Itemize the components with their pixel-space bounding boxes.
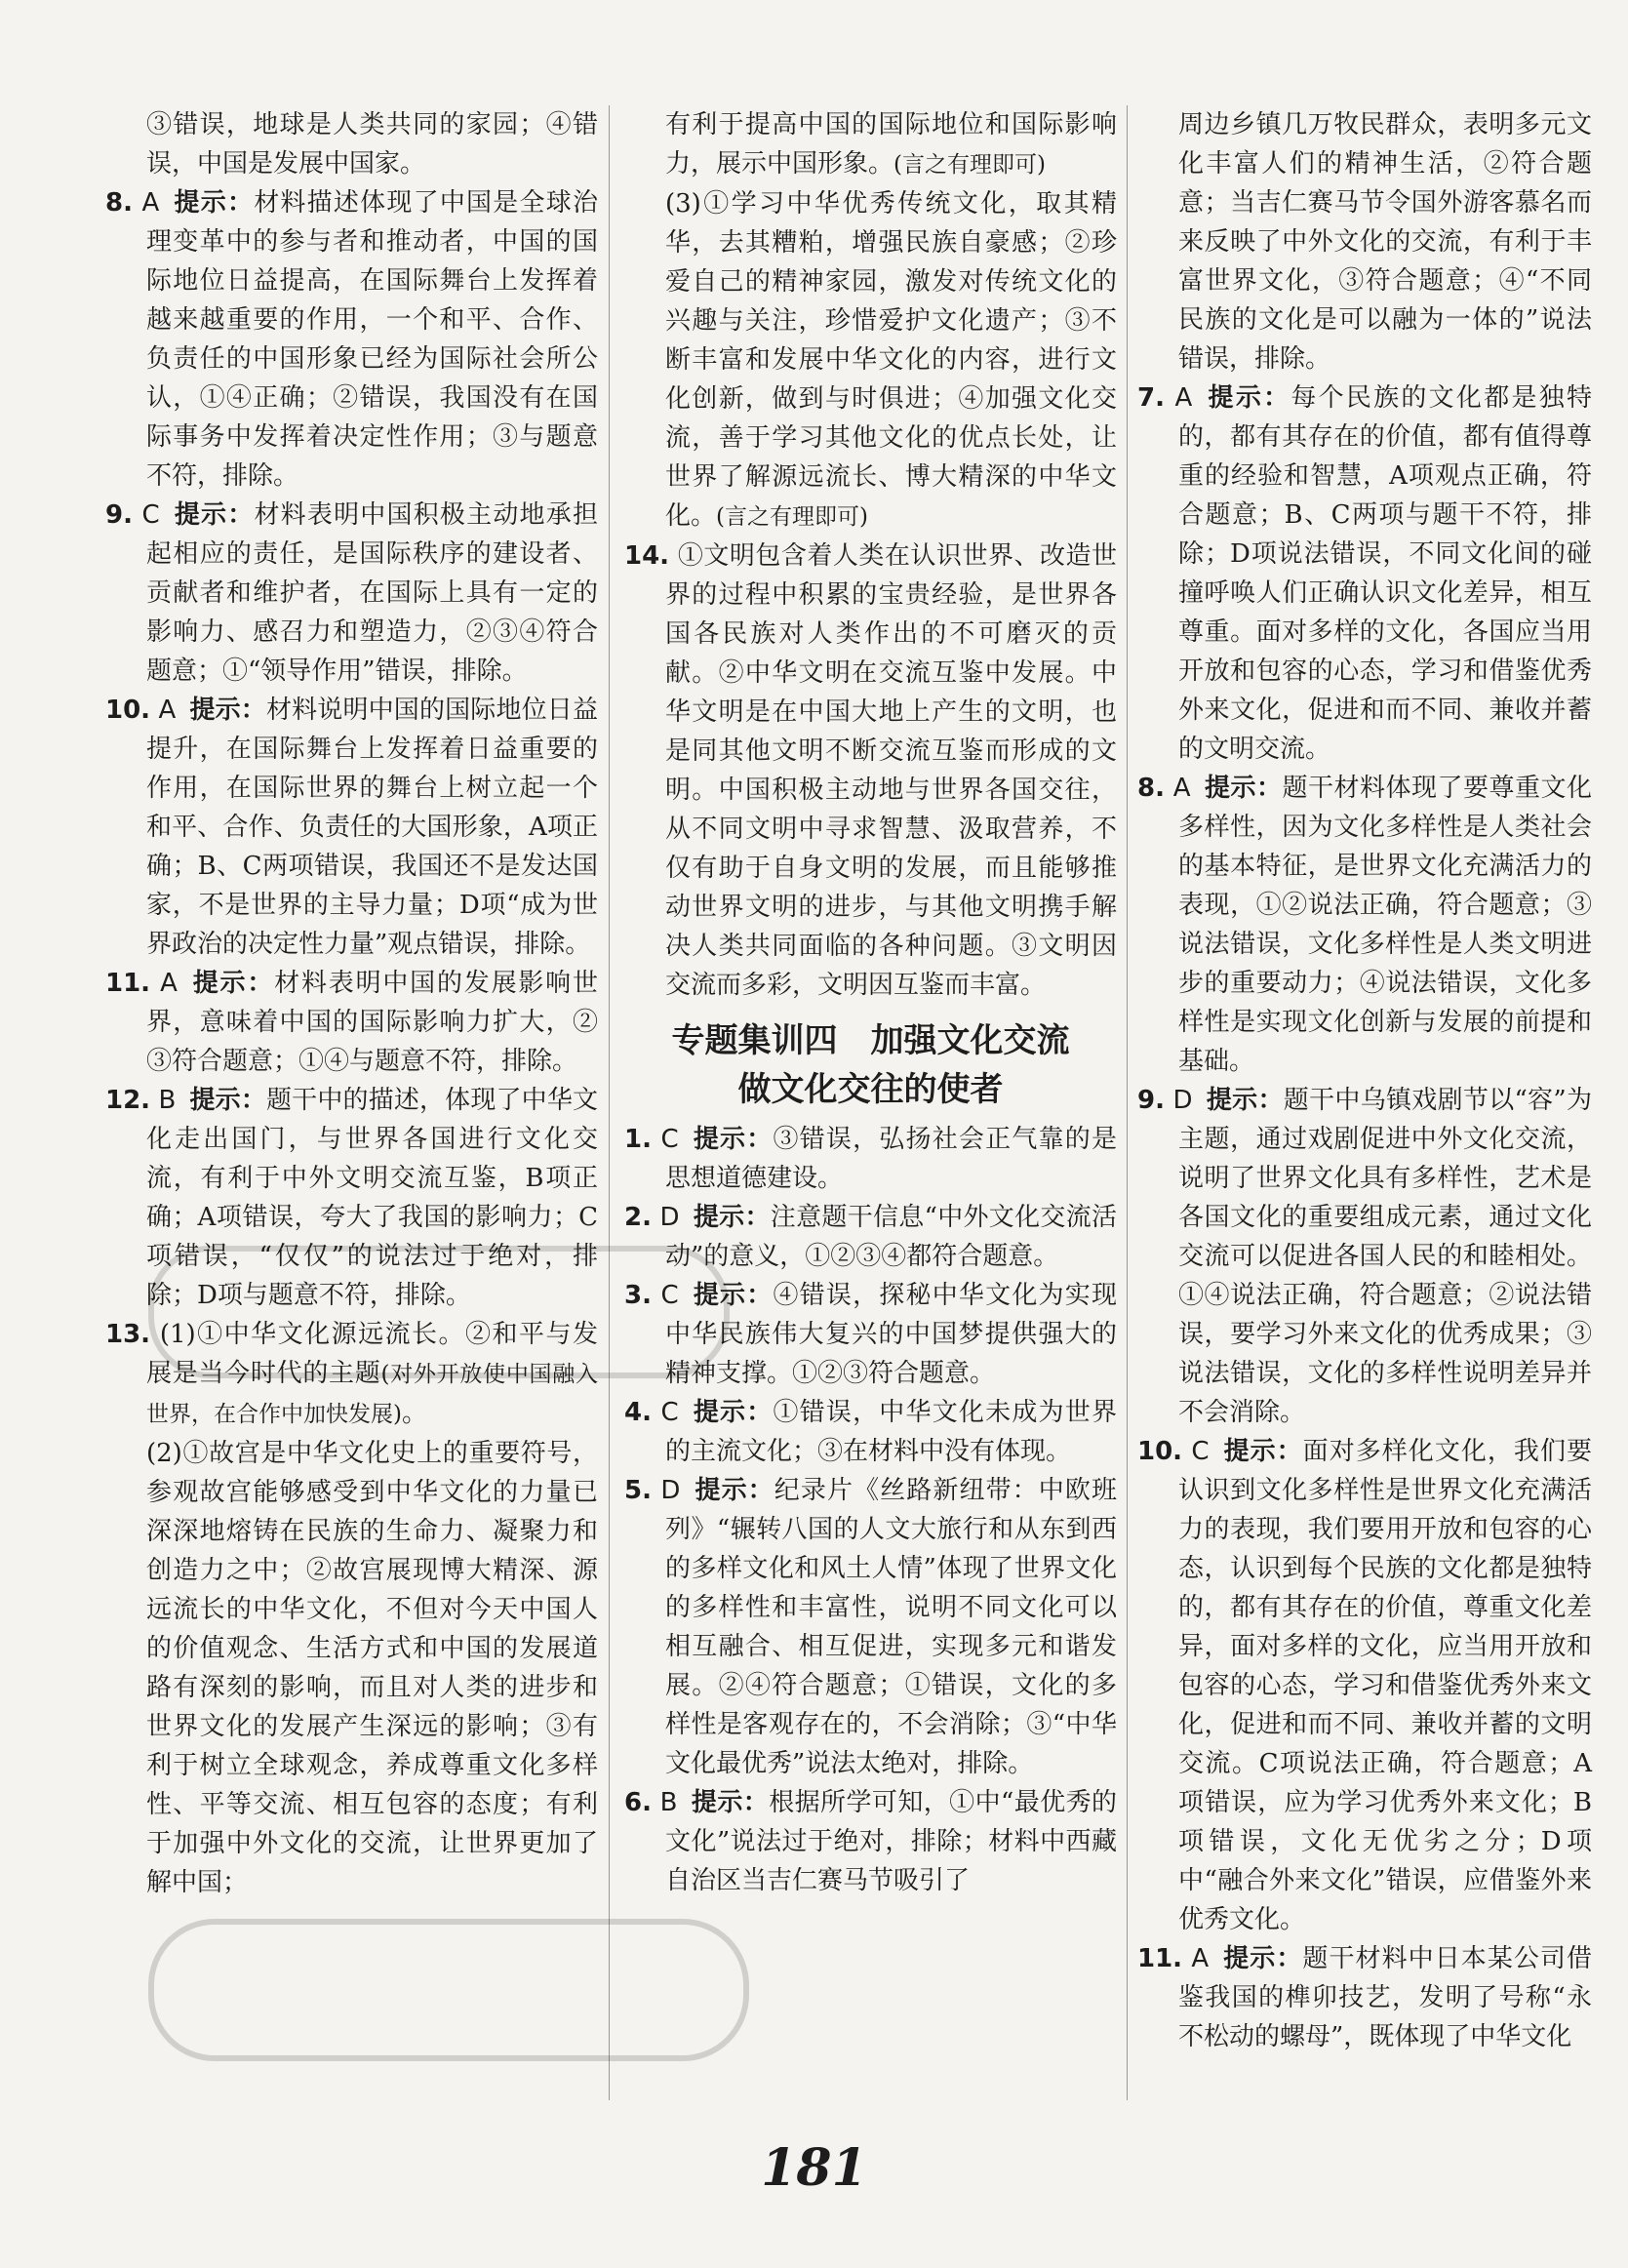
answer-item-s4-8: 8. A 提示：题干材料体现了要尊重文化多样性，因为文化多样性是人类社会的基本特征，是世界文化充满活力的表现，①②说法正确，符合题意；③说法错误，文化多样性是人类文明进步的重要动力；④说法错误，文化多样性是实现文化创新与发展的前提和基础。 (1137, 774, 1592, 1076)
continued-text: ③错误，地球是人类共同的家园；④错误，中国是发展中国家。 (146, 110, 598, 179)
column-separator (1127, 105, 1128, 2100)
answer-item-s4-2: 2. D 提示：注意题干信息“中外文化交流活动”的意义，①②③④都符合题意。 (624, 1203, 1118, 1271)
continued-text: 周边乡镇几万牧民群众，表明多元文化丰富人们的精神生活，②符合题意；当吉仁赛马节令国外游客慕名而来反映了中外文化的交流，有利于丰富世界文化，③符合题意；④“不同民族的文化是可以融为一体的”说法错误，排除。 (1178, 110, 1592, 374)
answer-item-s4-11: 11. A 提示：题干材料中日本某公司借鉴我国的榫卯技艺，发明了号称“永不松动的螺母”，既体现了中华文化 (1137, 1944, 1592, 2051)
page-number: 181 (761, 2138, 867, 2198)
answer-item-12: 12. B 提示：题干中的描述，体现了中华文化走出国门，与世界各国进行文化交流，有利于中外文明交流互鉴，B项正确；A项错误，夸大了我国的影响力；C项错误，“仅仅”的说法过于绝对，排除；D项与题意不符，排除。 (105, 1086, 598, 1310)
column-separator (609, 105, 610, 2100)
column-2 (624, 105, 1117, 1900)
answer-item-s4-6: 6. B 提示：根据所学可知，①中“最优秀的文化”说法过于绝对，排除；材料中西藏自治区当吉仁赛马节吸引了 (624, 1788, 1117, 1895)
answer-item-s4-5: 5. D 提示：纪录片《丝路新纽带：中欧班列》“辗转八国的人文大旅行和从东到西的多样文化和风土人情”体现了世界文化的多样性和丰富性，说明不同文化可以相互融合、相互促进，实现多元和谐发展。②④符合题意；①错误，文化的多样性是客观存在的，不会消除；③“中华文化最优秀”说法太绝对，排除。 (624, 1476, 1117, 1778)
answer-item-s4-3: 3. C 提示：④错误，探秘中华文化为实现中华民族伟大复兴的中国梦提供强大的精神支撑。①②③符合题意。 (624, 1281, 1117, 1388)
section-title: 专题集训四 加强文化交流 做文化交往的使者 (671, 1021, 1070, 1109)
answer-item-14: 14. ①文明包含着人类在认识世界、改造世界的过程中积累的宝贵经验，是世界各国各民族对人类作出的不可磨灭的贡献。②中华文明在交流互鉴中发展。中华文明是在中国大地上产生的文明，也是同其他文明不断交流互鉴而形成的文明。中国积极主动地与世界各国交往，从不同文明中寻求智慧、汲取营养，不仅有助于自身文明的发展，而且能够推动世界文明的进步，与其他文明携手解决人类共同面临的各种问题。③文明因交流而多彩，文明因互鉴而丰富。 (624, 541, 1117, 1000)
answer-item-s4-10: 10. C 提示：面对多样化文化，我们要认识到文化多样性是世界文化充满活力的表现，我们要用开放和包容的心态，认识到每个民族的文化都是独特的，都有其存在的价值，尊重文化差异，面对多样的文化，应当用开放和包容的心态，学习和借鉴优秀外来文化，促进和而不同、兼收并蓄的文明交流。C项说法正确，符合题意；A项错误，应为学习优秀外来文化；B项错误，文化无优劣之分；D项中“融合外来文化”错误，应借鉴外来优秀文化。 (1137, 1437, 1592, 1934)
answer-item-11: 11. A 提示：材料表明中国的发展影响世界，意味着中国的国际影响力扩大，②③符合题意；①④与题意不符，排除。 (105, 969, 598, 1076)
column-1 (105, 105, 598, 1902)
answer-item-9: 9. C 提示：材料表明中国积极主动地承担起相应的责任，是国际秩序的建设者、贡献者和维护者，在国际上具有一定的影响力、感召力和塑造力，②③④符合题意；①“领导作用”错误，排除。 (105, 500, 598, 686)
answer-item-s4-9: 9. D 提示：题干中乌镇戏剧节以“容”为主题，通过戏剧促进中外文化交流，说明了世界文化具有多样性，艺术是各国文化的重要组成元素，通过文化交流可以促进各国人民的和睦相处。①④说法正确，符合题意；②说法错误，要学习外来文化的优秀成果；③说法错误，文化的多样性说明差异并不会消除。 (1137, 1086, 1592, 1427)
answer-item-s4-7: 7. A 提示：每个民族的文化都是独特的，都有其存在的价值，都有值得尊重的经验和智慧，A项观点正确，符合题意；B、C两项与题干不符，排除；D项说法错误，不同文化间的碰撞呼唤人们正确认识文化差异，相互尊重。面对多样的文化，各国应当用开放和包容的心态，学习和借鉴优秀外来文化，促进和而不同、兼收并蓄的文明交流。 (1137, 383, 1592, 764)
answer-item-13-part1: 13. (1)①中华文化源远流长。②和平与发展是当今时代的主题(对外开放使中国融入世界，在合作中加快发展)。 (105, 1320, 598, 1428)
answer-item-13-part2: (2)①故宫是中华文化史上的重要符号，参观故宫能够感受到中华文化的力量已深深地熔铸在民族的生命力、凝聚力和创造力之中；②故宫展现博大精深、源远流长的中华文化，不但对今天中国人的价值观念、生活方式和中国的发展道路有深刻的影响，而且对人类的进步和世界文化的发展产生深远的影响；③有利于树立全球观念，养成尊重文化多样性、平等交流、相互包容的态度；有利于加强中外文化的交流，让世界更加了解中国； (146, 1439, 598, 1897)
answer-item-13-part2-end: 有利于提高中国的国际地位和国际影响力，展示中国形象。(言之有理即可) (665, 110, 1117, 179)
answer-item-8: 8. A 提示：材料描述体现了中国是全球治理变革中的参与者和推动者，中国的国际地位日益提高，在国际舞台上发挥着越来越重要的作用，一个和平、合作、负责任的中国形象已经为国际社会所公认，①④正确；②错误，我国没有在国际事务中发挥着决定性作用；③与题意不符，排除。 (105, 188, 598, 491)
answer-item-13-part3: (3)①学习中华优秀传统文化，取其精华，去其糟粕，增强民族自豪感；②珍爱自己的精神家园，激发对传统文化的兴趣与关注，珍惜爱护文化遗产；③不断丰富和发展中华文化的内容，进行文化创新，做到与时俱进；④加强文化交流，善于学习其他文化的优点长处，让世界了解源远流长、博大精深的中华文化。(言之有理即可) (665, 189, 1117, 531)
answer-item-10: 10. A 提示：材料说明中国的国际地位日益提升，在国际舞台上发挥着日益重要的作用，在国际世界的舞台上树立起一个和平、合作、负责任的大国形象，A项正确；B、C两项错误，我国还不是发达国家，不是世界的主导力量；D项“成为世界政治的决定性力量”观点错误，排除。 (105, 696, 598, 959)
watermark-stamp (146, 1912, 751, 2068)
column-3 (1137, 105, 1592, 2056)
answer-item-s4-4: 4. C 提示：①错误，中华文化未成为世界的主流文化；③在材料中没有体现。 (624, 1398, 1117, 1466)
answer-item-s4-1: 1. C 提示：③错误，弘扬社会正气靠的是思想道德建设。 (624, 1125, 1117, 1193)
